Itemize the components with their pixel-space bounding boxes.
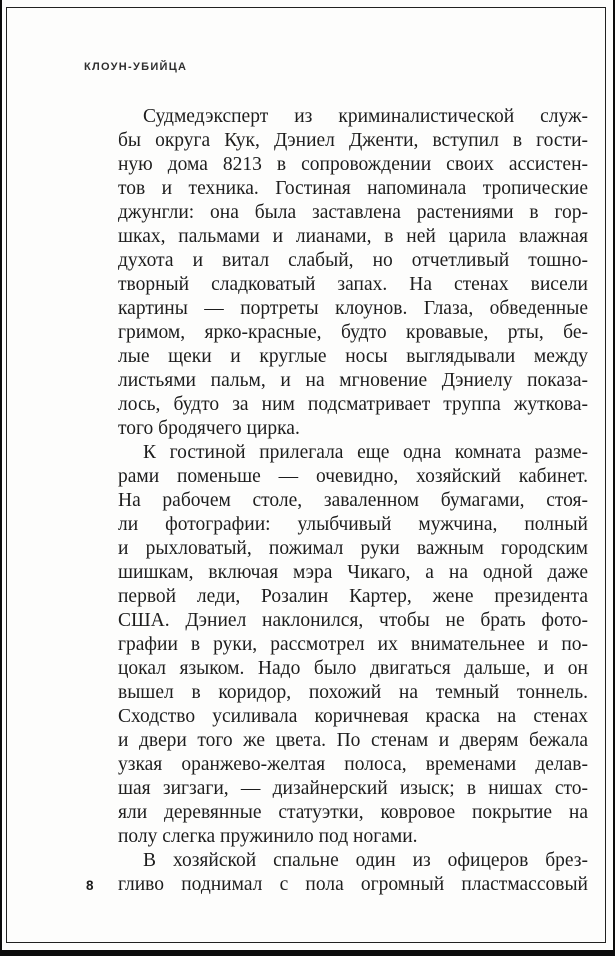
running-head: КЛОУН-УБИЙЦА (84, 61, 188, 73)
text-line: картины — портреты клоунов. Глаза, обведенные (118, 298, 588, 319)
text-line: полу слегка пружинило под ногами. (118, 826, 418, 847)
text-line: узкая оранжево-желтая полоса, временами делав- (118, 754, 588, 775)
text-line: В хозяйской спальне один из офицеров брез- (143, 850, 588, 871)
text-line: США. Дэниел наклонился, чтобы не брать фото- (118, 610, 588, 631)
text-line: яли деревянные статуэтки, ковровое покрытие на (118, 802, 588, 823)
text-line: духота и витал слабый, но отчетливый тошно- (118, 250, 588, 271)
text-line: тов и техника. Гостиная напоминала тропические (118, 178, 588, 199)
text-line: листьями пальм, и на мгновение Дэниелу показа- (118, 370, 588, 391)
text-line: цокал языком. Надо было двигаться дальше, и он (118, 658, 588, 679)
text-line: лые щеки и круглые носы выглядывали между (118, 346, 588, 367)
body-text (118, 105, 588, 897)
text-line: графии в руки, рассмотрел их внимательнее и по- (118, 634, 588, 655)
page-number: 8 (86, 878, 94, 893)
text-line: Сходство усиливала коричневая краска на стенах (118, 706, 588, 727)
text-line: шая зигзаги, — дизайнерский изыск; в нишах сто- (118, 778, 588, 799)
text-line: и двери того же цвета. По стенам и дверям бежала (118, 730, 588, 751)
text-line: гливо поднимал с пола огромный пластмассовый (118, 874, 588, 895)
text-line: шишкам, включая мэра Чикаго, а на одной даже (118, 562, 588, 583)
text-line: рами поменьше — очевидно, хозяйский кабинет. (118, 466, 588, 487)
text-line: вышел в коридор, похожий на темный тоннель. (118, 682, 588, 703)
text-line: гримом, ярко-красные, будто кровавые, рты, бе- (118, 322, 588, 343)
text-line: лось, будто за ним подсматривает труппа жуткова- (118, 394, 588, 415)
text-line: творный сладковатый запах. На стенах висели (118, 274, 588, 295)
text-line: шках, пальмами и лианами, в ней царила влажная (118, 226, 588, 247)
text-line: Судмедэксперт из криминалистической служ- (143, 106, 588, 127)
text-line: бы округа Кук, Дэниел Дженти, вступил в гости- (118, 130, 588, 151)
book-page (2, 0, 613, 950)
text-line: На рабочем столе, заваленном бумагами, стоя- (118, 490, 588, 511)
text-line: того бродячего цирка. (118, 418, 300, 439)
text-line: ную дома 8213 в сопровождении своих ассистен- (118, 154, 588, 175)
text-line: джунгли: она была заставлена растениями в гор- (118, 202, 588, 223)
text-line: первой леди, Розалин Картер, жене президента (118, 586, 588, 607)
text-line: ли фотографии: улыбчивый мужчина, полный (118, 514, 588, 535)
text-line: и рыхловатый, пожимал руки важным городским (118, 538, 588, 559)
text-line: К гостиной прилегала еще одна комната разме- (143, 442, 588, 463)
